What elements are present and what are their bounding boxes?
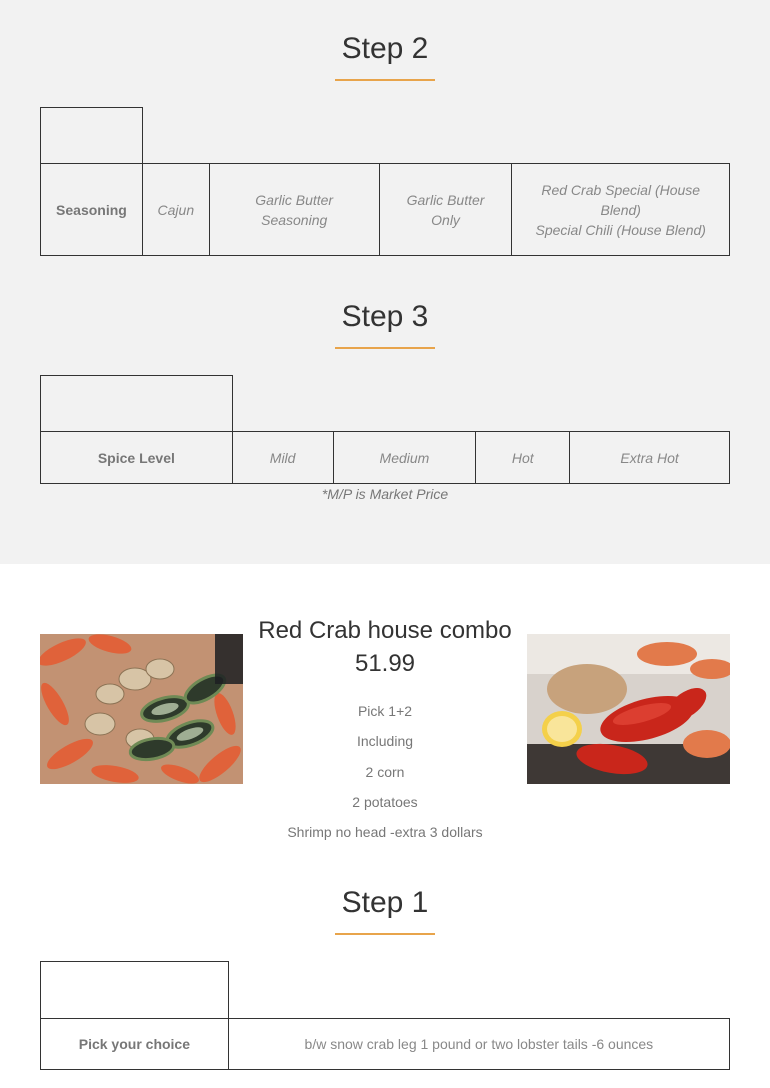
market-price-note: *M/P is Market Price (321, 486, 449, 502)
choice-table (40, 961, 730, 1070)
seasoning-option-garlic-butter-only[interactable]: Garlic Butter Only (379, 164, 512, 256)
combo-line-potatoes: 2 potatoes (352, 794, 418, 810)
seasoning-option-cajun[interactable]: Cajun (142, 164, 209, 256)
seasoning-table-empty-cell (41, 108, 143, 164)
combo-line-including: Including (356, 733, 414, 749)
seasoning-option-house-blends[interactable] (512, 164, 730, 256)
choice-header: Pick your choice (41, 1019, 229, 1070)
spice-option-hot[interactable]: Hot (476, 432, 570, 484)
combo-line-corn: 2 corn (365, 764, 405, 780)
seasoning-table (40, 107, 730, 256)
step2-title: Step 2 (341, 32, 429, 65)
combo-line-pick: Pick 1+2 (357, 703, 413, 719)
seafood-platter-image (40, 634, 243, 784)
spice-option-extra-hot[interactable]: Extra Hot (570, 432, 730, 484)
step3-title-underline (335, 347, 435, 349)
step1-title-underline (335, 933, 435, 935)
combo-title: Red Crab house combo 51.99 (258, 617, 512, 677)
lobster-platter-image (527, 634, 730, 784)
choice-option-crab-or-lobster[interactable]: b/w snow crab leg 1 pound or two lobster tails -6 ounces (228, 1019, 729, 1070)
step2-title-underline (335, 79, 435, 81)
combo-line-shrimp: Shrimp no head -extra 3 dollars (287, 824, 483, 840)
spice-level-header: Spice Level (41, 432, 233, 484)
step1-title: Step 1 (341, 886, 429, 919)
seasoning-option-garlic-butter-seasoning[interactable]: Garlic Butter Seasoning (209, 164, 379, 256)
spice-option-mild[interactable]: Mild (232, 432, 333, 484)
choice-table-empty-cell (41, 962, 229, 1019)
seasoning-header: Seasoning (41, 164, 143, 256)
spice-level-table (40, 375, 730, 484)
step3-title: Step 3 (341, 300, 429, 333)
spice-table-empty-cell (41, 376, 233, 432)
seasoning-option-red-crab-special: Red Crab Special (House Blend) (541, 181, 701, 218)
seasoning-option-special-chili: Special Chili (House Blend) (535, 221, 706, 238)
spice-option-medium[interactable]: Medium (333, 432, 476, 484)
